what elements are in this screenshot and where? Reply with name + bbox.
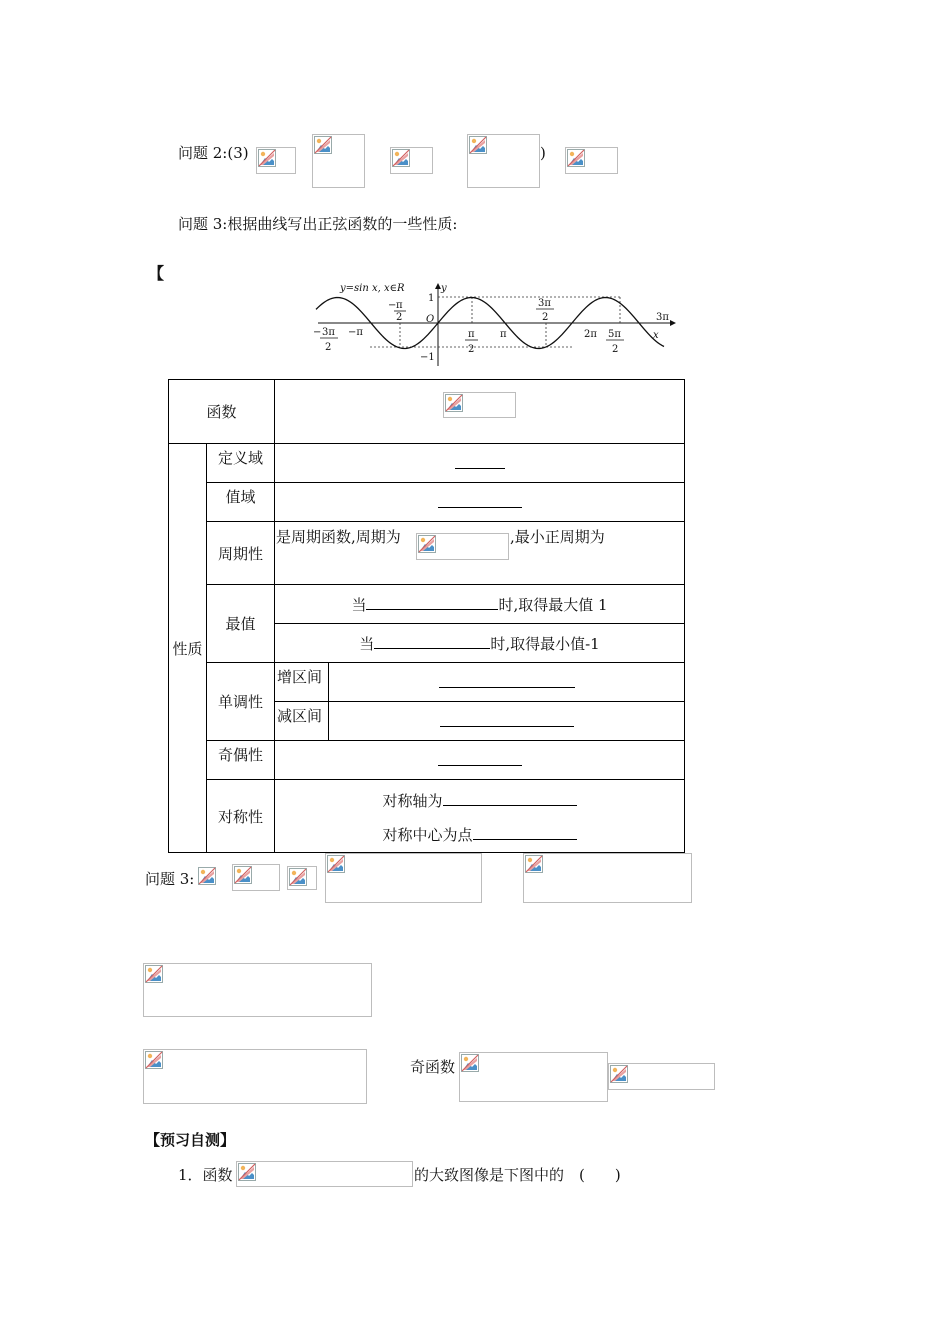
formula-image [608, 1063, 715, 1090]
svg-text:5π: 5π [608, 329, 621, 340]
formula-image [443, 392, 516, 418]
extreme-label: 最值 [225, 615, 256, 633]
x-tick-label [388, 300, 406, 323]
min-text: 时,取得最小值-1 [490, 634, 600, 653]
formula-image [236, 1161, 413, 1187]
svg-text:π: π [396, 300, 403, 311]
broken-image-icon [198, 867, 216, 885]
formula-image [523, 853, 692, 903]
blank-line [440, 712, 574, 727]
x-tick-label [465, 329, 478, 355]
range-label-cell [207, 483, 275, 522]
origin-label: O [426, 314, 435, 325]
period-answer-cell [275, 522, 685, 585]
sine-graph [310, 280, 680, 368]
item-1-prefix: 1．函数 [178, 1166, 233, 1184]
broken-image-icon [461, 1054, 479, 1072]
inc-label: 增区间 [277, 668, 323, 686]
odd-function-label: 奇函数 [410, 1058, 456, 1076]
parity-answer-cell [275, 741, 685, 780]
blank-line [366, 595, 498, 610]
blank-line [374, 634, 490, 649]
when-text: 当 [351, 595, 367, 614]
formula-image [232, 864, 280, 891]
bracket-mark: 【 [148, 264, 165, 283]
function-header: 函数 [206, 403, 237, 421]
broken-image-icon [525, 855, 543, 873]
x-tick-label [313, 327, 338, 353]
sine-properties-table [168, 379, 685, 853]
blank-line [473, 825, 577, 840]
y-tick-label: 1 [428, 293, 435, 304]
symmetry-label-cell [207, 780, 275, 853]
x-axis-label: x [653, 330, 659, 341]
broken-image-icon [392, 149, 410, 167]
formula-image [143, 963, 372, 1017]
svg-text:−: − [388, 300, 397, 311]
mono-label: 单调性 [217, 693, 263, 711]
function-header-cell [169, 380, 275, 444]
formula-image [416, 533, 509, 560]
mono-label-cell [207, 663, 275, 741]
formula-image [390, 147, 433, 174]
broken-image-icon [258, 149, 276, 167]
period-label-cell [207, 522, 275, 585]
axis-text: 对称轴为 [382, 792, 443, 810]
domain-label: 定义域 [217, 449, 263, 467]
symmetry-label: 对称性 [217, 807, 263, 826]
blank-line [443, 791, 577, 806]
formula-image [197, 866, 217, 888]
svg-text:−: − [313, 327, 322, 338]
when-text: 当 [359, 634, 375, 653]
svg-text:2: 2 [325, 342, 332, 353]
svg-text:2: 2 [396, 312, 403, 323]
broken-image-icon [238, 1163, 256, 1181]
blank-line [438, 751, 522, 766]
range-answer-cell [275, 483, 685, 522]
broken-image-icon [327, 855, 345, 873]
formula-image [287, 866, 317, 890]
inc-label-cell [275, 663, 329, 702]
dec-label: 减区间 [277, 707, 323, 725]
self-test-heading: 【预习自测】 [145, 1131, 236, 1149]
broken-image-icon [234, 866, 252, 884]
formula-image [256, 147, 296, 174]
blank-line [438, 493, 522, 508]
blank-line [455, 454, 505, 469]
max-answer-cell [275, 585, 685, 624]
x-tick-label [606, 329, 624, 355]
properties-group-cell [169, 444, 207, 853]
y-axis-label: y [441, 283, 447, 294]
broken-image-icon [145, 965, 163, 983]
properties-label: 性质 [172, 639, 203, 658]
item-1-suffix: 的大致图像是下图中的 ( ) [414, 1166, 621, 1184]
x-tick-label: −π [348, 327, 363, 338]
x-axis-arrow [670, 320, 676, 326]
broken-image-icon [469, 136, 487, 154]
dec-label-cell [275, 702, 329, 741]
period-text: 是周期函数,周期为 [276, 528, 401, 546]
broken-image-icon [289, 868, 307, 886]
formula-image [143, 1049, 367, 1104]
parity-label: 奇偶性 [217, 746, 263, 764]
question-2-label: 问题 2:(3) [178, 144, 249, 162]
domain-label-cell [207, 444, 275, 483]
broken-image-icon [145, 1051, 163, 1069]
center-text: 对称中心为点 [382, 826, 473, 844]
parity-label-cell [207, 741, 275, 780]
range-label: 值域 [225, 488, 256, 506]
x-tick-label: 2π [584, 329, 597, 340]
svg-text:2: 2 [612, 344, 619, 355]
broken-image-icon [610, 1065, 628, 1083]
domain-answer-cell [275, 444, 685, 483]
period-label: 周期性 [217, 544, 263, 563]
svg-text:π: π [468, 329, 475, 340]
extreme-label-cell [207, 585, 275, 663]
x-tick-label: π [500, 329, 507, 340]
function-formula-cell [275, 380, 685, 444]
x-tick-label: 3π [656, 312, 669, 323]
question-3-label: 问题 3:根据曲线写出正弦函数的一些性质: [178, 215, 458, 233]
broken-image-icon [314, 136, 332, 154]
svg-text:3π: 3π [538, 298, 551, 309]
formula-image [467, 134, 540, 188]
graph-title: y=sin x, x∈R [340, 283, 405, 294]
formula-image [312, 134, 365, 188]
formula-image [565, 147, 618, 174]
symmetry-answer-cell [275, 780, 685, 853]
closing-paren: ) [540, 144, 546, 162]
broken-image-icon [567, 149, 585, 167]
x-tick-label [536, 298, 554, 323]
svg-text:3π: 3π [322, 327, 335, 338]
y-tick-label: −1 [420, 352, 435, 363]
svg-text:2: 2 [468, 344, 475, 355]
inc-answer-cell [329, 663, 685, 702]
blank-line [439, 673, 575, 688]
formula-image [325, 853, 482, 903]
svg-text:2: 2 [542, 312, 549, 323]
max-text: 时,取得最大值 1 [498, 595, 608, 614]
min-answer-cell [275, 624, 685, 663]
formula-image [459, 1052, 608, 1102]
broken-image-icon [445, 394, 463, 412]
dec-answer-cell [329, 702, 685, 741]
question-3b-label: 问题 3: [145, 870, 195, 888]
broken-image-icon [418, 535, 436, 553]
min-period-text: ,最小正周期为 [510, 528, 605, 546]
